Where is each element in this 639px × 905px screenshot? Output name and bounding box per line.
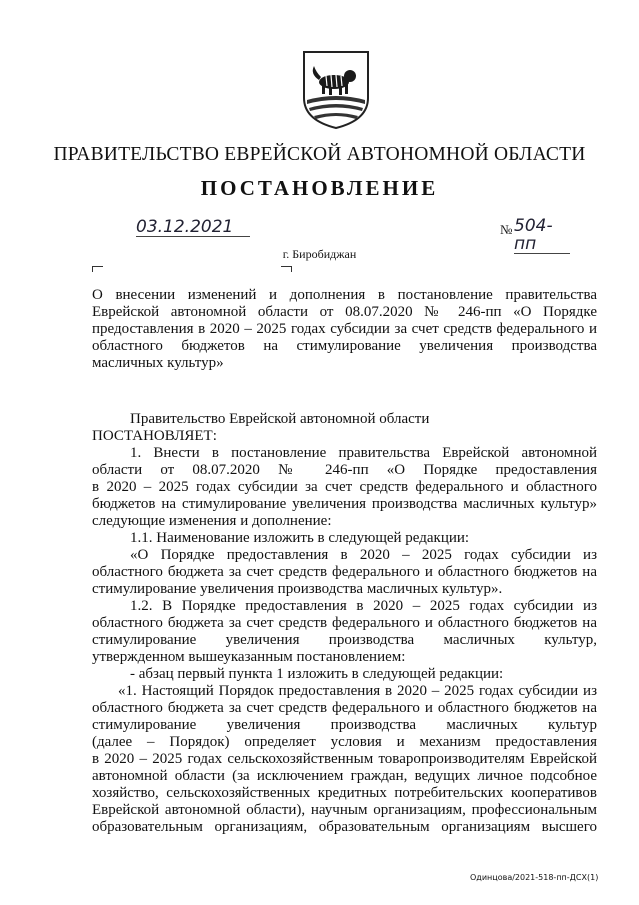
body-line: «О Порядке предоставления в 2020 – 2025 годах субсидии из	[130, 547, 597, 563]
body-line: «1. Настоящий Порядок предоставления в 2020 – 2025 годах субсидии из	[118, 683, 597, 699]
title-line: масличных культур»	[92, 355, 224, 371]
title-line: предоставления в 2020 – 2025 годах субсидии за счет средств федерального и	[92, 321, 597, 337]
body-line: 1.2. В Порядке предоставления в 2020 – 2025 годах субсидии из	[130, 598, 597, 614]
body-line: ПОСТАНОВЛЯЕТ:	[92, 428, 217, 444]
title-corner-right	[281, 266, 292, 272]
footer-reference: Одинцова/2021-518-пп-ДСХ(1)	[470, 873, 599, 882]
body-line: следующие изменения и дополнение:	[92, 513, 332, 529]
body-line: - абзац первый пункта 1 изложить в следующей редакции:	[130, 666, 504, 682]
title-line: областного бюджетов на стимулирование увеличения производства	[92, 338, 597, 354]
body-line: автономной области (за исключением граждан, ведущих личное подсобное	[92, 768, 597, 784]
title-line: О внесении изменений и дополнения в постановление правительства	[92, 287, 597, 303]
title-corner-left	[92, 266, 103, 272]
document-number: 504-пп	[514, 217, 570, 254]
body-line: стимулирование увеличения производства масличных культур,	[92, 632, 597, 648]
body-line: областного бюджета за счет средств федерального и областного бюджетов на	[92, 700, 597, 716]
body-line: области от 08.07.2020 № 246-пп «О Порядке предоставления	[92, 462, 597, 478]
number-label: №	[500, 222, 513, 237]
body-line: образовательным организациям, образовательным организациям высшего	[92, 819, 597, 835]
body-line: хозяйство, сельскохозяйственных кредитных потребительских кооперативов	[92, 785, 597, 801]
title-line: Еврейской автономной области от 08.07.2020 № 246-пп «О Порядке	[92, 304, 597, 320]
body-line: (далее – Порядок) определяет условия и механизм предоставления	[92, 734, 597, 750]
body-line: Правительство Еврейской автономной области	[130, 411, 430, 427]
coat-of-arms-emblem	[300, 48, 372, 130]
body-line: стимулирование увеличения производства масличных культур».	[92, 581, 503, 597]
body-line: бюджетов на стимулирование увеличения производства масличных культур»	[92, 496, 597, 512]
body-line: областного бюджета за счет средств федерального и областного бюджетов на	[92, 615, 597, 631]
government-heading: ПРАВИТЕЛЬСТВО ЕВРЕЙСКОЙ АВТОНОМНОЙ ОБЛАСТИ	[53, 144, 586, 165]
city-label: г. Биробиджан	[282, 247, 357, 261]
body-line: в 2020 – 2025 годах сельскохозяйственным товаропроизводителям Еврейской	[92, 751, 597, 767]
document-type-heading: ПОСТАНОВЛЕНИЕ	[200, 176, 439, 200]
body-line: утвержденном вышеуказанным постановлением:	[92, 649, 406, 665]
body-line: 1.1. Наименование изложить в следующей редакции:	[130, 530, 470, 546]
body-line: 1. Внести в постановление правительства Еврейской автономной	[130, 445, 597, 461]
body-line: стимулирование увеличения производства масличных культур	[92, 717, 597, 733]
body-line: Еврейской автономной области), научным организациям, профессиональным	[92, 802, 597, 818]
body-line: в 2020 – 2025 годах субсидии за счет средств федерального и областного	[92, 479, 597, 495]
body-line: областного бюджета за счет средств федерального и областного бюджетов на	[92, 564, 597, 580]
document-date: 03.12.2021	[136, 218, 250, 237]
